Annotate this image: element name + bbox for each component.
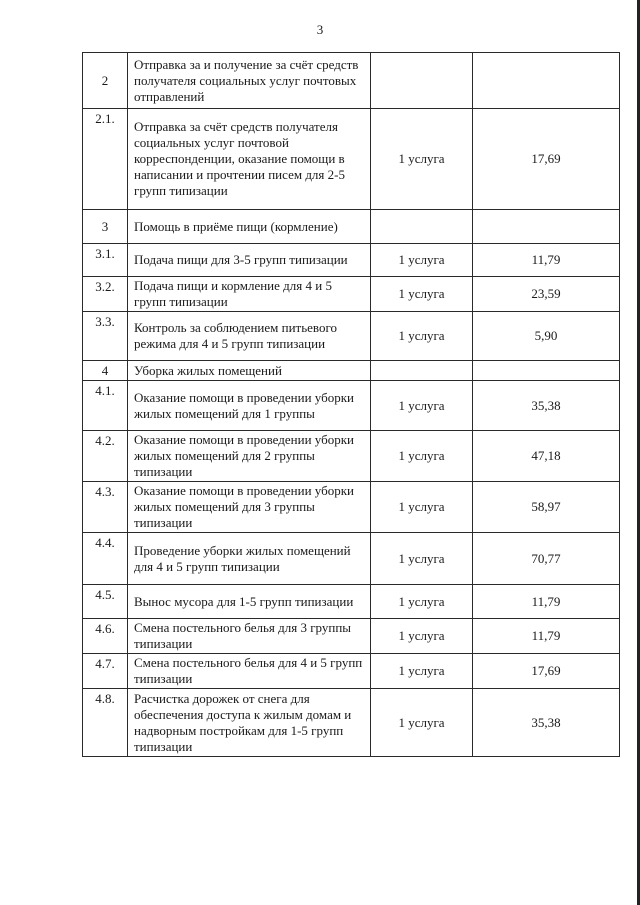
service-name-cell: Помощь в приёме пищи (кормление) (128, 210, 371, 244)
row-number-cell: 4.1. (83, 381, 128, 431)
price-cell: 58,97 (473, 482, 620, 533)
unit-cell: 1 услуга (371, 533, 473, 585)
row-number-cell: 4.5. (83, 585, 128, 619)
row-number-cell: 4.3. (83, 482, 128, 533)
row-number-cell: 3.3. (83, 312, 128, 361)
unit-cell: 1 услуга (371, 312, 473, 361)
price-cell: 35,38 (473, 689, 620, 757)
price-cell: 35,38 (473, 381, 620, 431)
price-cell (473, 210, 620, 244)
row-number-cell: 2.1. (83, 109, 128, 210)
table-row (83, 381, 620, 431)
table-row (83, 312, 620, 361)
unit-cell: 1 услуга (371, 109, 473, 210)
unit-cell (371, 53, 473, 109)
unit-cell: 1 услуга (371, 277, 473, 312)
row-number-cell: 4 (83, 361, 128, 381)
unit-cell: 1 услуга (371, 431, 473, 482)
row-number-cell: 3.1. (83, 244, 128, 277)
unit-cell: 1 услуга (371, 619, 473, 654)
service-name-cell: Контроль за соблюдением питьевого режима для 4 и 5 групп типизации (128, 312, 371, 361)
service-name-cell: Оказание помощи в проведении уборки жилых помещений для 2 группы типизации (128, 431, 371, 482)
service-name-cell: Отправка за счёт средств получателя социальных услуг почтовой корреспонденции, оказание помощи в написании и прочтении писем для 2-5 групп типизации (128, 109, 371, 210)
services-table-body (83, 53, 620, 757)
unit-cell (371, 210, 473, 244)
table-row (83, 277, 620, 312)
row-number-cell: 4.4. (83, 533, 128, 585)
price-cell: 47,18 (473, 431, 620, 482)
service-name-cell: Подача пищи для 3-5 групп типизации (128, 244, 371, 277)
row-number-cell: 4.2. (83, 431, 128, 482)
service-name-cell: Проведение уборки жилых помещений для 4 и 5 групп типизации (128, 533, 371, 585)
service-name-cell: Отправка за и получение за счёт средств получателя социальных услуг почтовых отправлений (128, 53, 371, 109)
table-row (83, 482, 620, 533)
price-cell: 17,69 (473, 654, 620, 689)
unit-cell: 1 услуга (371, 244, 473, 277)
service-name-cell: Подача пищи и кормление для 4 и 5 групп типизации (128, 277, 371, 312)
service-name-cell: Оказание помощи в проведении уборки жилых помещений для 3 группы типизации (128, 482, 371, 533)
table-row (83, 533, 620, 585)
table-row (83, 585, 620, 619)
price-cell: 23,59 (473, 277, 620, 312)
row-number-cell: 4.8. (83, 689, 128, 757)
unit-cell: 1 услуга (371, 585, 473, 619)
service-name-cell: Оказание помощи в проведении уборки жилых помещений для 1 группы (128, 381, 371, 431)
table-row (83, 619, 620, 654)
price-cell: 5,90 (473, 312, 620, 361)
price-cell: 17,69 (473, 109, 620, 210)
price-cell (473, 361, 620, 381)
table-row (83, 431, 620, 482)
table-row (83, 244, 620, 277)
table-row (83, 654, 620, 689)
service-name-cell: Уборка жилых помещений (128, 361, 371, 381)
price-cell: 11,79 (473, 585, 620, 619)
services-price-table (82, 52, 620, 757)
service-name-cell: Смена постельного белья для 3 группы типизации (128, 619, 371, 654)
table-row (83, 689, 620, 757)
row-number-cell: 4.7. (83, 654, 128, 689)
unit-cell: 1 услуга (371, 482, 473, 533)
row-number-cell: 3 (83, 210, 128, 244)
unit-cell: 1 услуга (371, 381, 473, 431)
unit-cell: 1 услуга (371, 654, 473, 689)
price-cell (473, 53, 620, 109)
unit-cell (371, 361, 473, 381)
price-cell: 11,79 (473, 619, 620, 654)
table-group-row (83, 53, 620, 109)
price-cell: 70,77 (473, 533, 620, 585)
service-name-cell: Вынос мусора для 1-5 групп типизации (128, 585, 371, 619)
service-name-cell: Смена постельного белья для 4 и 5 групп типизации (128, 654, 371, 689)
service-name-cell: Расчистка дорожек от снега для обеспечения доступа к жилым домам и надворным постройкам для 1-5 групп типизации (128, 689, 371, 757)
table-group-row (83, 361, 620, 381)
price-cell: 11,79 (473, 244, 620, 277)
table-row (83, 109, 620, 210)
page-number: 3 (316, 22, 324, 37)
row-number-cell: 3.2. (83, 277, 128, 312)
row-number-cell: 4.6. (83, 619, 128, 654)
unit-cell: 1 услуга (371, 689, 473, 757)
row-number-cell: 2 (83, 53, 128, 109)
table-group-row (83, 210, 620, 244)
